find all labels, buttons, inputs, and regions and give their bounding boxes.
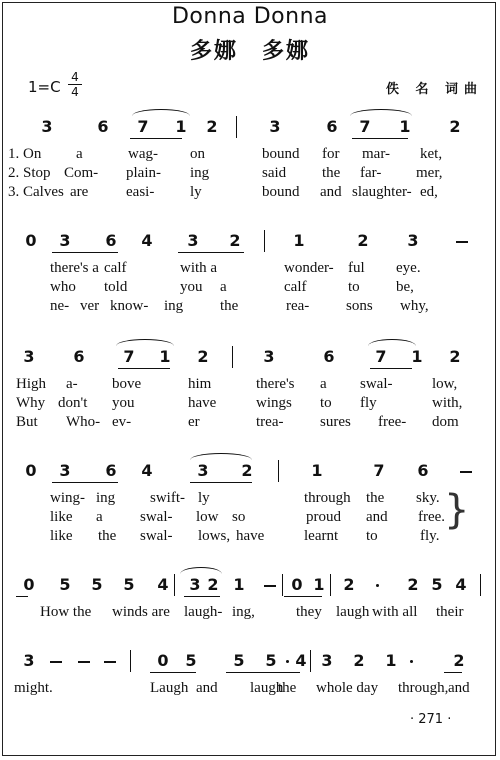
note: 2 <box>197 347 209 366</box>
lyric-word: ing <box>96 490 116 506</box>
lyric-word: wings <box>256 395 292 411</box>
lyric-word: 2. Stop <box>8 165 51 181</box>
note: 7 <box>375 347 387 366</box>
lyric-word: are <box>70 184 89 200</box>
note: 3 <box>23 651 35 670</box>
lyric-word: bound <box>262 184 300 200</box>
barline <box>480 574 481 596</box>
lyric-word: slaughter- <box>352 184 412 200</box>
lyric-word: free- <box>378 414 407 430</box>
note: 3 <box>41 117 53 136</box>
lyric-word: Laugh <box>150 680 189 696</box>
lyric-word: and <box>196 680 218 696</box>
note: 6 <box>417 461 429 480</box>
lyric-word: rea- <box>286 298 310 314</box>
lyric-word: But <box>16 414 38 430</box>
lyric-word: free. <box>418 509 446 525</box>
lyric-word: who <box>50 279 76 295</box>
lyric-word: and <box>448 680 470 696</box>
note: 3 <box>407 231 419 250</box>
lyric-word: eye. <box>396 260 421 276</box>
lyric-word: laugh <box>250 680 284 696</box>
augmentation-dot <box>286 660 289 663</box>
lyric-word: bove <box>112 376 142 392</box>
time-signature-top: 4 <box>68 70 82 85</box>
lyric-word: laugh <box>336 604 370 620</box>
slur <box>132 109 190 116</box>
dash <box>264 585 276 587</box>
lyric-word: fly <box>360 395 377 411</box>
lyric-word: a <box>76 146 83 162</box>
lyric-word: be, <box>396 279 414 295</box>
lyric-word: low <box>196 509 219 525</box>
beam-underline <box>184 596 220 597</box>
lyric-word: don't <box>58 395 88 411</box>
beam-underline <box>178 252 244 253</box>
credit: 佚 名 词曲 <box>386 82 484 97</box>
lyric-word: they <box>296 604 322 620</box>
note: 7 <box>359 117 371 136</box>
lyric-word: wonder- <box>284 260 334 276</box>
lyric-word: a <box>320 376 327 392</box>
note: 3 <box>321 651 333 670</box>
lyric-word: to <box>320 395 332 411</box>
lyric-word: so <box>232 509 246 525</box>
lyric-word: you <box>112 395 135 411</box>
note: 0 <box>23 575 35 594</box>
note: 5 <box>233 651 245 670</box>
lyric-word: might. <box>14 680 53 696</box>
lyric-word: easi- <box>126 184 155 200</box>
beam-underline <box>52 482 118 483</box>
note: 1 <box>399 117 411 136</box>
note: 4 <box>295 651 307 670</box>
dash <box>104 661 116 663</box>
dash <box>460 471 472 473</box>
lyric-word: calf <box>284 279 307 295</box>
lyric-word: why, <box>400 298 429 314</box>
note: 1 <box>159 347 171 366</box>
note: 4 <box>141 461 153 480</box>
lyric-word: you <box>180 279 203 295</box>
lyric-word: mer, <box>416 165 443 181</box>
lyric-word: like <box>50 509 73 525</box>
lyric-word: trea- <box>256 414 284 430</box>
note: 1 <box>385 651 397 670</box>
note: 2 <box>207 575 219 594</box>
note: 3 <box>59 231 71 250</box>
note: 0 <box>25 231 37 250</box>
lyric-word: with, <box>432 395 463 411</box>
beam-underline <box>190 482 252 483</box>
lyric-word: said <box>262 165 287 181</box>
lyric-word: wing- <box>50 490 85 506</box>
lyric-word: How the <box>40 604 92 620</box>
note: 0 <box>291 575 303 594</box>
lyric-word: er <box>188 414 200 430</box>
beam-underline <box>150 672 196 673</box>
lyric-word: know- <box>110 298 149 314</box>
lyric-word: laugh- <box>184 604 223 620</box>
lyric-word: ing, <box>232 604 255 620</box>
lyric-word: a- <box>66 376 78 392</box>
note: 2 <box>229 231 241 250</box>
lyric-word: sures <box>320 414 351 430</box>
note: 3 <box>269 117 281 136</box>
dash <box>50 661 62 663</box>
lyric-word: there's a <box>50 260 99 276</box>
time-signature-bottom: 4 <box>71 85 79 99</box>
note: 2 <box>353 651 365 670</box>
lyric-word: ing <box>190 165 210 181</box>
lyric-word: the <box>278 680 297 696</box>
beam-underline <box>52 252 118 253</box>
note: 3 <box>23 347 35 366</box>
lyric-word: and <box>366 509 388 525</box>
note: 6 <box>326 117 338 136</box>
note: 3 <box>263 347 275 366</box>
barline <box>264 230 265 252</box>
lyric-word: ly <box>198 490 210 506</box>
slur <box>180 567 222 574</box>
note: 1 <box>311 461 323 480</box>
beam-underline <box>370 368 412 369</box>
lyric-word: sky. <box>416 490 440 506</box>
note: 7 <box>373 461 385 480</box>
note: 1 <box>313 575 325 594</box>
note: 7 <box>123 347 135 366</box>
lyric-word: a <box>220 279 227 295</box>
note: 6 <box>105 461 117 480</box>
note: 3 <box>197 461 209 480</box>
note: 2 <box>449 117 461 136</box>
note: 3 <box>189 575 201 594</box>
lyric-word: ing <box>164 298 184 314</box>
page-number: · 271 · <box>410 712 452 727</box>
title-chinese: 多娜 多娜 <box>189 39 310 64</box>
lyric-word: on <box>190 146 205 162</box>
title-english: Donna Donna <box>171 4 329 29</box>
lyric-word: bound <box>262 146 300 162</box>
lyric-word: mar- <box>362 146 391 162</box>
slur <box>350 109 412 116</box>
beam-underline <box>284 596 322 597</box>
note: 0 <box>25 461 37 480</box>
lyric-word: to <box>366 528 378 544</box>
note: 7 <box>137 117 149 136</box>
lyric-word: High <box>16 376 46 392</box>
brace: } <box>444 487 470 533</box>
lyric-word: there's <box>256 376 295 392</box>
augmentation-dot <box>410 660 413 663</box>
slur <box>190 453 252 460</box>
lyric-word: with a <box>180 260 218 276</box>
lyric-word: low, <box>432 376 458 392</box>
beam-underline <box>16 596 28 597</box>
barline <box>236 116 237 138</box>
note: 5 <box>91 575 103 594</box>
lyric-word: ed, <box>420 184 438 200</box>
lyric-word: swift- <box>150 490 185 506</box>
lyric-word: lows, <box>198 528 231 544</box>
lyric-word: ne- <box>50 298 70 314</box>
note: 5 <box>123 575 135 594</box>
note: 3 <box>59 461 71 480</box>
key-signature: 1=C <box>28 78 61 96</box>
beam-underline <box>130 138 182 139</box>
barline <box>282 574 283 596</box>
lyric-word: the <box>220 298 239 314</box>
note: 5 <box>59 575 71 594</box>
note: 3 <box>187 231 199 250</box>
lyric-word: learnt <box>304 528 339 544</box>
beam-underline <box>444 672 462 673</box>
barline <box>278 460 279 482</box>
barline <box>174 574 175 596</box>
note: 4 <box>157 575 169 594</box>
note: 1 <box>293 231 305 250</box>
note: 6 <box>105 231 117 250</box>
lyric-word: him <box>188 376 212 392</box>
lyric-word: like <box>50 528 73 544</box>
lyric-word: have <box>236 528 265 544</box>
note: 1 <box>233 575 245 594</box>
lyric-word: 1. On <box>8 146 42 162</box>
lyric-word: plain- <box>126 165 161 181</box>
note: 6 <box>73 347 85 366</box>
note: 5 <box>431 575 443 594</box>
note: 1 <box>411 347 423 366</box>
lyric-word: proud <box>306 509 341 525</box>
lyric-word: wag- <box>128 146 158 162</box>
note: 2 <box>206 117 218 136</box>
augmentation-dot <box>376 584 379 587</box>
note: 2 <box>241 461 253 480</box>
note: 4 <box>455 575 467 594</box>
lyric-word: winds are <box>112 604 170 620</box>
dash <box>456 241 468 243</box>
lyric-word: whole day <box>316 680 379 696</box>
lyric-word: through, <box>398 680 449 696</box>
lyric-word: 3. Calves <box>8 184 64 200</box>
lyric-word: swal- <box>140 528 173 544</box>
lyric-word: the <box>366 490 385 506</box>
lyric-word: the <box>322 165 341 181</box>
note: 6 <box>97 117 109 136</box>
note: 0 <box>157 651 169 670</box>
lyric-word: told <box>104 279 128 295</box>
lyric-word: Why <box>16 395 46 411</box>
beam-underline <box>226 672 300 673</box>
lyric-word: their <box>436 604 464 620</box>
lyric-word: with all <box>372 604 418 620</box>
lyric-word: and <box>320 184 342 200</box>
lyric-word: far- <box>360 165 382 181</box>
note: 4 <box>141 231 153 250</box>
note: 2 <box>453 651 465 670</box>
lyric-word: ful <box>348 260 365 276</box>
note: 2 <box>343 575 355 594</box>
barline <box>310 650 311 672</box>
lyric-word: ver <box>80 298 100 314</box>
lyric-word: dom <box>432 414 459 430</box>
lyric-word: swal- <box>140 509 173 525</box>
lyric-word: Com- <box>64 165 99 181</box>
lyric-word: Who- <box>66 414 101 430</box>
barline <box>130 650 131 672</box>
beam-underline <box>118 368 170 369</box>
lyric-word: have <box>188 395 217 411</box>
note: 5 <box>265 651 277 670</box>
lyric-word: a <box>96 509 103 525</box>
lyric-word: for <box>322 146 340 162</box>
time-signature <box>68 70 82 99</box>
lyric-word: the <box>98 528 117 544</box>
barline <box>330 574 331 596</box>
note: 2 <box>407 575 419 594</box>
note: 1 <box>175 117 187 136</box>
slur <box>116 339 174 346</box>
beam-underline <box>352 138 408 139</box>
lyric-word: ev- <box>112 414 132 430</box>
lyric-word: ket, <box>420 146 443 162</box>
lyric-word: calf <box>104 260 127 276</box>
lyric-word: through <box>304 490 351 506</box>
note: 5 <box>185 651 197 670</box>
dash <box>78 661 90 663</box>
note: 2 <box>357 231 369 250</box>
note: 6 <box>323 347 335 366</box>
note: 2 <box>449 347 461 366</box>
lyric-word: fly. <box>420 528 440 544</box>
lyric-word: to <box>348 279 360 295</box>
barline <box>232 346 233 368</box>
lyric-word: swal- <box>360 376 393 392</box>
lyric-word: ly <box>190 184 202 200</box>
lyric-word: sons <box>346 298 373 314</box>
slur <box>368 339 416 346</box>
